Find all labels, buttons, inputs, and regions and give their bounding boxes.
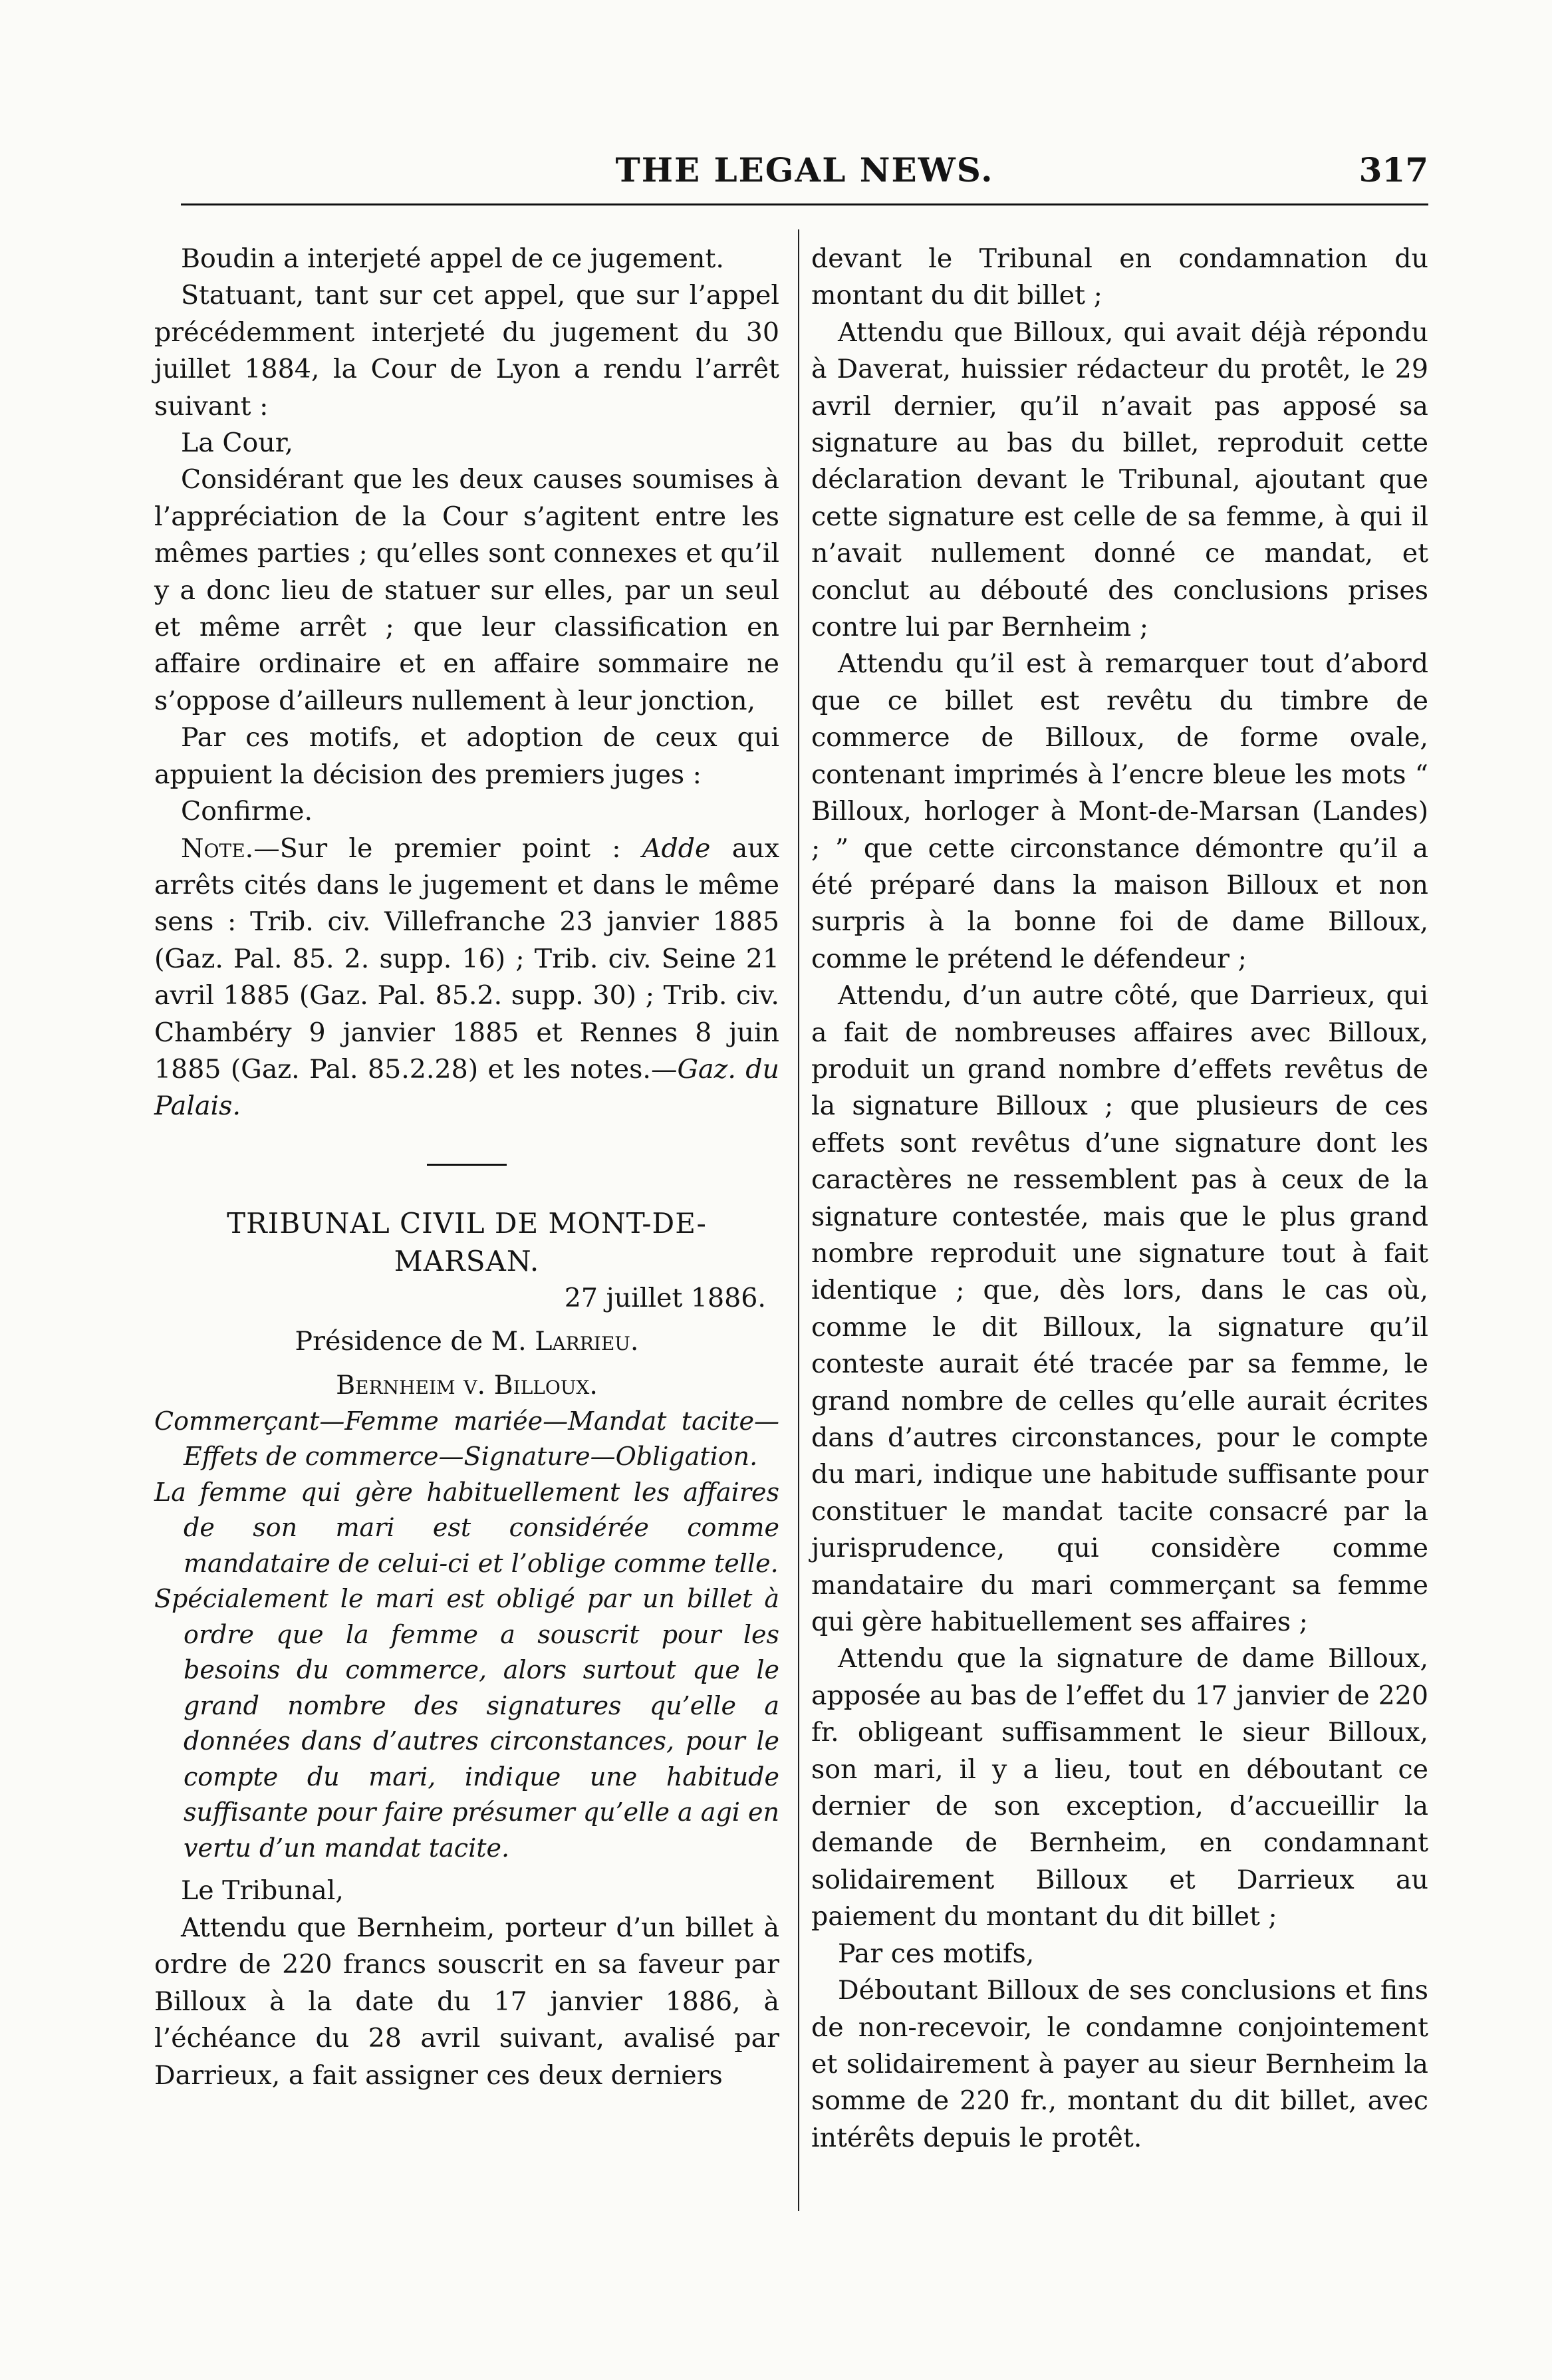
presidence: [154, 1323, 779, 1360]
paragraph: Attendu qu’il est à remarquer tout d’abord que ce billet est revêtu du timbre de commerce de Billoux, de forme ovale, contenant imprimés à l’encre bleue les mots “ Billoux, horloger à Mont-de-Marsan (Landes) ; ” que cette circonstance démontre qu’il a été préparé dans la maison Billoux et non surpris à la bonne foi de dame Billoux, comme le prétend le défendeur ;: [811, 648, 1428, 974]
paragraph: Attendu que Bernheim, porteur d’un billet à ordre de 220 francs souscrit en sa faveur par Billoux à la date du 17 janvier 1886, à l’échéance du 28 avril suivant, avalisé par Darrieux, a fait assigner ces deux derniers: [154, 1912, 779, 2091]
right-column: [811, 241, 1428, 2157]
column-divider: [798, 229, 799, 2211]
judge-name: Larrieu.: [535, 1326, 639, 1357]
paragraph: devant le Tribunal en condamnation du montant du dit billet ;: [811, 243, 1428, 311]
paragraph: Considérant que les deux causes soumises à l’appréciation de la Cour s’agitent entre les mêmes parties ; qu’elles sont connexes et qu’il y a donc lieu de statuer sur elles, par un seul et même arrêt ; que leur classification en affaire ordinaire et en affaire sommaire ne s’oppose d’ailleurs nullement à leur jonction,: [154, 464, 779, 716]
paragraph: Statuant, tant sur cet appel, que sur l’appel précédemment interjeté du jugement du 30 juillet 1884, la Cour de Lyon a rendu l’arrêt suivant :: [154, 280, 779, 422]
parties: Bernheim v. Billoux.: [336, 1369, 598, 1400]
note-text: aux arrêts cités dans le jugement et dans le même sens : Trib. civ. Villefranche 23 janvier 1885 (Gaz. Pal. 85. 2. supp. 16) ; Trib. civ. Seine 21 avril 1885 (Gaz. Pal. 85.2. supp. 30) ; Trib. civ. Chambéry 9 janvier 1885 et Rennes 8 juin 1885 (Gaz. Pal. 85.2.28) et les notes.—: [154, 833, 779, 1085]
paragraph: Confirme.: [181, 796, 313, 827]
note-adde: Adde: [642, 833, 711, 864]
note-paragraph: [154, 831, 779, 1125]
left-column: [154, 241, 779, 2094]
section-title-line: TRIBUNAL CIVIL DE MONT-DE-: [227, 1206, 707, 1240]
paragraph: Boudin a interjeté appel de ce jugement.: [181, 243, 724, 274]
paragraph: Attendu que la signature de dame Billoux, apposée au bas de l’effet du 17 janvier de 220 fr. obligeant suffisamment le sieur Billoux, son mari, il y a lieu, tout en déboutant ce dernier de son exception, d’accueillir la demande de Bernheim, en condamnant solidairement Billoux et Darrieux au paiement du montant du dit billet ;: [811, 1643, 1428, 1932]
page-number: 317: [1358, 150, 1428, 190]
note-text: —Sur le premier point :: [253, 833, 642, 864]
note-label: Note.: [181, 833, 254, 864]
section-title: [154, 1204, 779, 1280]
paragraph: Par ces motifs, et adoption de ceux qui appuient la décision des premiers juges :: [154, 722, 779, 790]
section-title-line: MARSAN.: [394, 1244, 540, 1277]
presidence-text: Présidence de M.: [295, 1326, 535, 1357]
section-separator: [427, 1164, 507, 1166]
paragraph: Attendu, d’un autre côté, que Darrieux, qui a fait de nombreuses affaires avec Billoux, produit un grand nombre d’effets revêtus de la signature Billoux ; que plusieurs de ces effets sont revêtus d’une signature dont les caractères ne ressemblent pas à ceux de la signature contestée, mais que le plus grand nombre reproduit une signature tout à fait identique ; que, dès lors, dans le cas où, comme le dit Billoux, la signature qu’il conteste aurait été tracée par sa femme, le grand nombre de celles qu’elle aurait écrites dans d’autres circonstances, pour le compte du mari, indique une habitude suffisante pour constituer le mandat tacite consacré par la jurisprudence, qui considère comme mandataire du mari commerçant sa femme qui gère habituellement ses affaires ;: [811, 980, 1428, 1638]
paragraph: Par ces motifs,: [838, 1938, 1035, 1969]
header-rule: [181, 203, 1428, 205]
paragraph: Déboutant Billoux de ses conclusions et fins de non-recevoir, le condamne conjointement et solidairement à payer au sieur Bernheim la somme de 220 fr., montant du dit billet, avec intérêts depuis le protêt.: [811, 1975, 1428, 2153]
journal-title: THE LEGAL NEWS.: [615, 150, 994, 190]
paragraph: Attendu que Billoux, qui avait déjà répondu à Daverat, huissier rédacteur du protêt, le 29 avril dernier, qu’il n’avait pas apposé sa signature au bas du billet, reproduit cette déclaration devant le Tribunal, ajoutant que cette signature est celle de sa femme, à qui il n’avait nullement donné ce mandat, et conclut au débouté des conclusions prises contre lui par Bernheim ;: [811, 317, 1428, 643]
paragraph: La Cour,: [181, 428, 293, 459]
paragraph: Le Tribunal,: [181, 1875, 344, 1907]
running-header: [181, 138, 1428, 198]
holding: La femme qui gère habituellement les affaires de son mari est considérée comme mandataire de celui-ci et l’oblige comme telle.: [154, 1477, 779, 1578]
note-source: Gaz. du Palais.: [154, 1053, 779, 1122]
keywords: Commerçant—Femme mariée—Mandat tacite—Effets de commerce—Signature—Obligation.: [154, 1406, 779, 1472]
holding: Spécialement le mari est obligé par un billet à ordre que la femme a souscrit pour les besoins du commerce, alors surtout que le grand nombre des signatures qu’elle a données dans d’autres circonstances, pour le compte du mari, indique une habitude suffisante pour faire présumer qu’elle a agi en vertu d’un mandat tacite.: [154, 1584, 779, 1863]
decision-date: 27 juillet 1886.: [564, 1282, 766, 1313]
